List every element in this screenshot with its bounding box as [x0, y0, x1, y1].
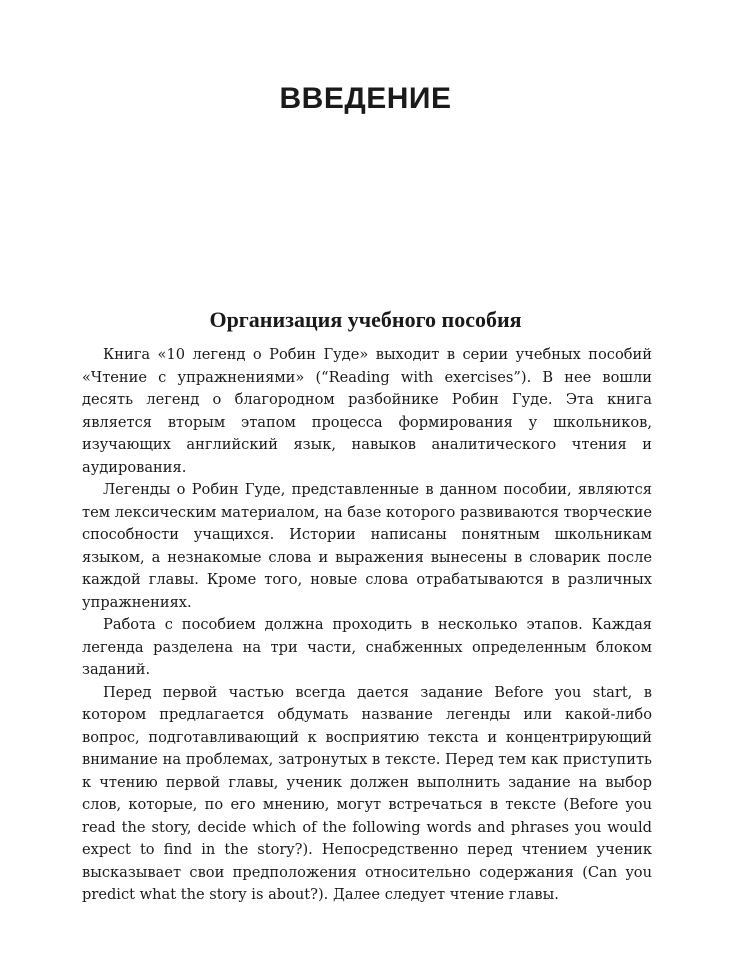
paragraph-3: Работа с пособием должна проходить в несколько этапов. Каждая легенда разделена на три части, снабженных определенным блоком заданий.	[82, 616, 652, 678]
section-heading: Организация учебного пособия	[209, 307, 522, 332]
chapter-title: ВВЕДЕНИЕ	[279, 82, 452, 115]
paragraph-2: Легенды о Робин Гуде, представленные в данном пособии, являются тем лексическим материалом, на базе которого развиваются творческие способности учащихся. Истории написаны понятным школьникам языком, а незнакомые слова и выражения вынесены в словарик после каждой главы. Кроме того, новые слова отрабатываются в различных упражнениях.	[82, 481, 652, 611]
body-text	[82, 344, 652, 907]
paragraph-1: Книга «10 легенд о Робин Гуде» выходит в серии учебных пособий «Чтение с упражнениями» (“Reading with exercises”). В нее вошли десять легенд о благородном разбойнике Робин Гуде. Эта книга является вторым этапом процесса формирования у школьников, изучающих английский язык, навыков аналитического чтения и аудирования.	[82, 346, 652, 476]
paragraph-4: Перед первой частью всегда дается задание Before you start, в котором предлагается обдумать название легенды или какой-либо вопрос, подготавливающий к восприятию текста и концентрирующий внимание на проблемах, затронутых в тексте. Перед тем как приступить к чтению первой главы, ученик должен выполнить задание на выбор слов, которые, по его мнению, могут встречаться в тексте (Before you read the story, decide which of the following words and phrases you would expect to find in the story?). Непосредственно перед чтением ученик высказывает свои предположения относительно содержания (Can you predict what the story is about?). Далее следует чтение главы.	[82, 683, 652, 903]
